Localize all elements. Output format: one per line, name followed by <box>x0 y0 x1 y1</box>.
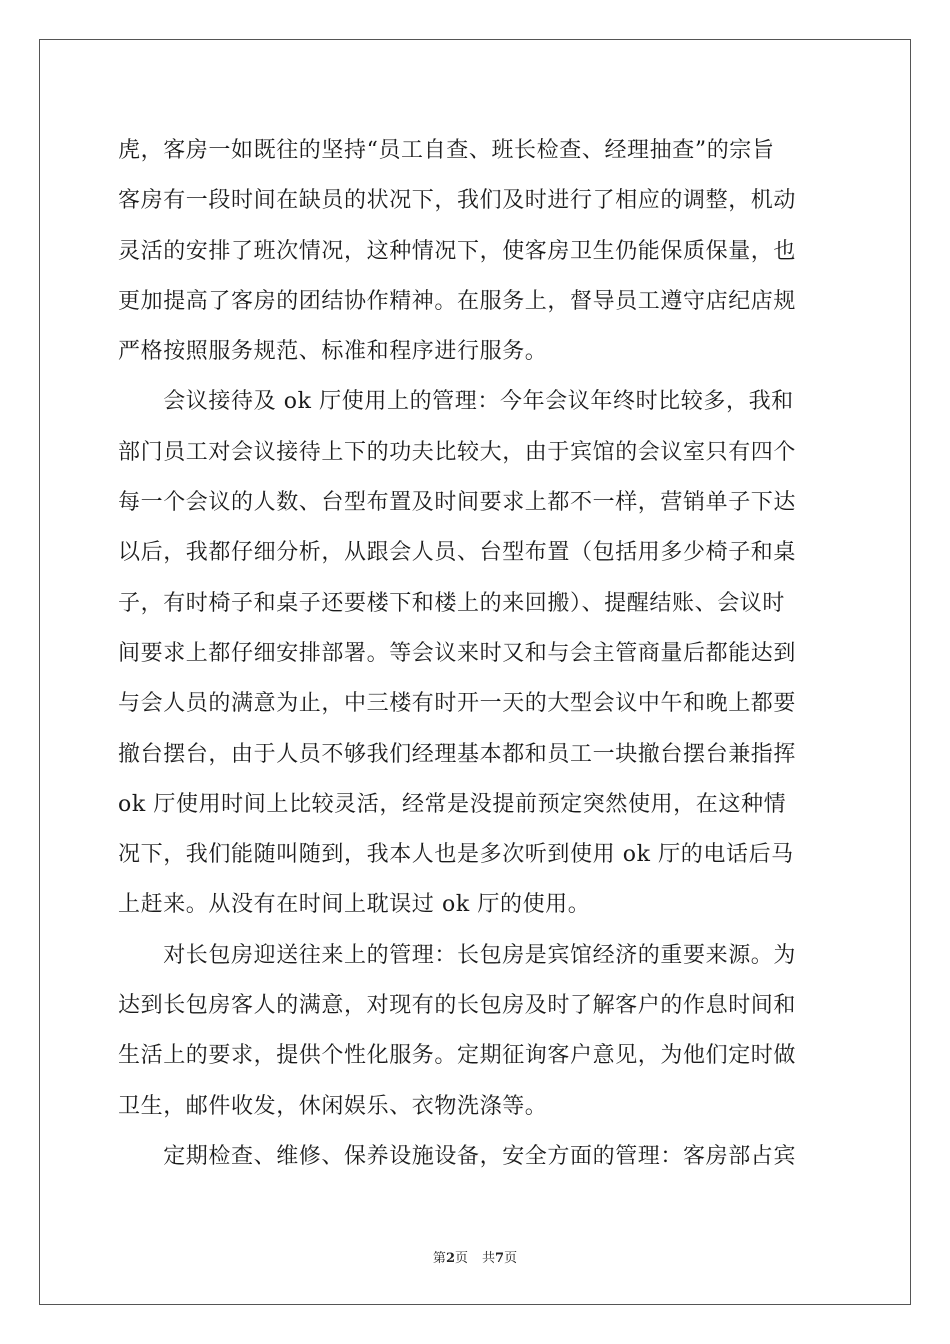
total-pages: 7 <box>495 1251 505 1266</box>
page-prefix: 第 <box>432 1251 446 1266</box>
text-line: 撤台摆台，由于人员不够我们经理基本都和员工一块撤台摆台兼指挥 <box>118 741 797 767</box>
text-line: 虎，客房一如既往的坚持“员工自查、班长检查、经理抽查”的宗旨 <box>118 138 775 163</box>
text-line: 客房有一段时间在缺员的状况下，我们及时进行了相应的调整，机动 <box>118 188 797 214</box>
total-suffix: 页 <box>504 1251 518 1266</box>
text-line: 子，有时椅子和桌子还要楼下和楼上的来回搬）、提醒结账、会议时 <box>118 590 786 616</box>
total-prefix: 共 <box>482 1251 496 1266</box>
text-line: 况下，我们能随叫随到，我本人也是多次听到使用 ok 厅的电话后马 <box>118 842 794 868</box>
text-line: 严格按照服务规范、标准和程序进行服务。 <box>118 339 548 365</box>
text-line: 更加提高了客房的团结协作精神。在服务上，督导员工遵守店纪店规 <box>118 288 797 314</box>
text-line: ok 厅使用时间上比较灵活，经常是没提前预定突然使用，在这种情 <box>118 791 787 817</box>
text-line: 会议接待及 ok 厅使用上的管理：今年会议年终时比较多，我和 <box>118 389 794 415</box>
page-footer <box>0 1247 950 1266</box>
page-number: 2 <box>445 1251 455 1266</box>
text-line: 间要求上都仔细安排部署。等会议来时又和与会主管商量后都能达到 <box>118 640 797 666</box>
text-line: 与会人员的满意为止，中三楼有时开一天的大型会议中午和晚上都要 <box>118 691 797 717</box>
text-line: 每一个会议的人数、台型布置及时间要求上都不一样，营销单子下达 <box>118 490 797 516</box>
text-line: 生活上的要求，提供个性化服务。定期征询客户意见，为他们定时做 <box>118 1043 797 1069</box>
text-line: 卫生，邮件收发，休闲娱乐、衣物洗涤等。 <box>118 1093 548 1119</box>
document-body <box>118 126 838 1182</box>
text-line: 部门员工对会议接待上下的功夫比较大，由于宾馆的会议室只有四个 <box>118 439 797 465</box>
text-line: 上赶来。从没有在时间上耽误过 ok 厅的使用。 <box>118 892 591 918</box>
text-line: 对长包房迎送往来上的管理：长包房是宾馆经济的重要来源。为 <box>118 942 797 968</box>
text-line: 定期检查、维修、保养设施设备，安全方面的管理：客房部占宾 <box>118 1143 797 1169</box>
page-suffix: 页 <box>454 1251 468 1266</box>
text-line: 达到长包房客人的满意，对现有的长包房及时了解客户的作息时间和 <box>118 993 797 1019</box>
text-line: 灵活的安排了班次情况，这种情况下，使客房卫生仍能保质保量，也 <box>118 238 797 264</box>
text-line: 以后，我都仔细分析，从跟会人员、台型布置（包括用多少椅子和桌 <box>118 540 797 566</box>
